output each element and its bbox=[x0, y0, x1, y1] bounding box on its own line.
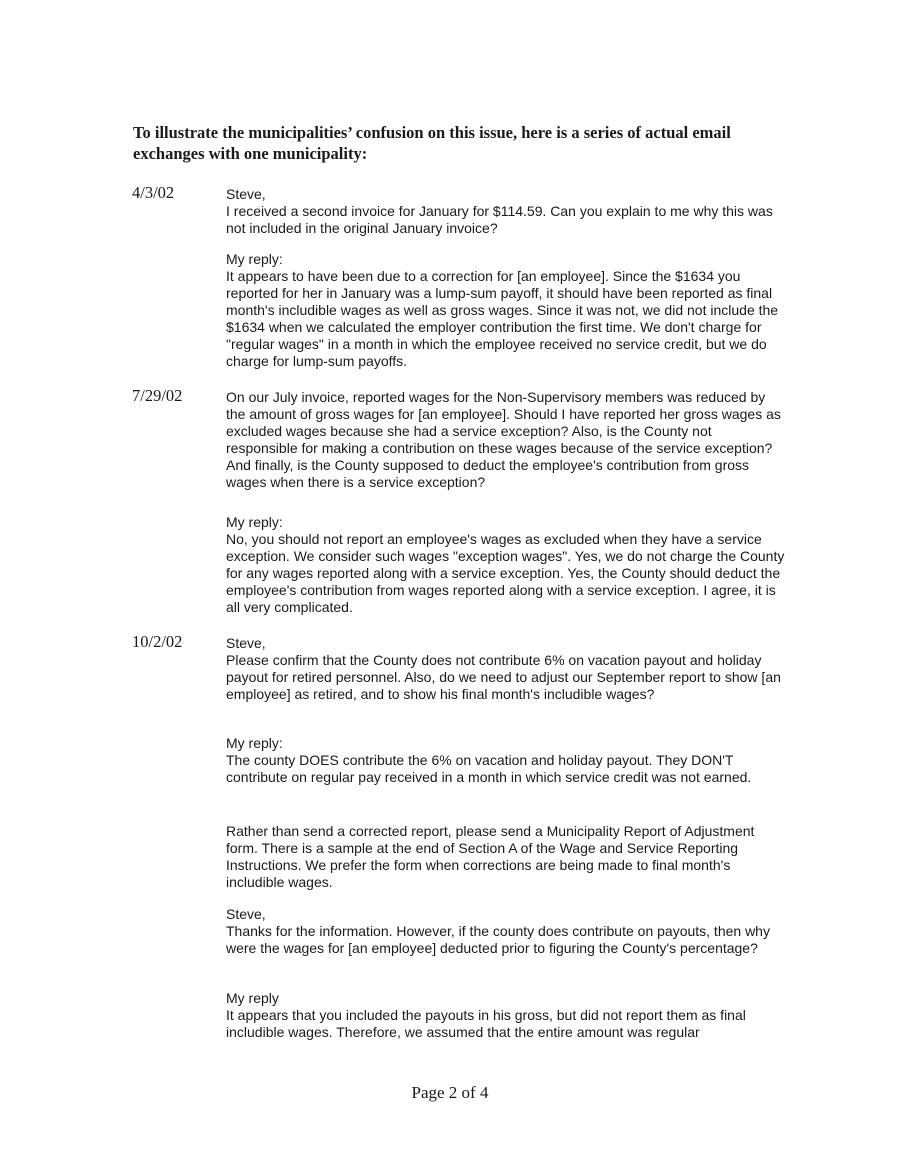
reply-message bbox=[226, 990, 786, 1041]
reply-label: My reply: bbox=[226, 735, 283, 751]
reply-continuation bbox=[226, 823, 786, 891]
reply-body: Rather than send a corrected report, please send a Municipality Report of Adjustment form. There is a sample at the end of Section A of the Wage and Service Reporting Instructions. We prefer the form when corrections are being made to final month's includible wages. bbox=[226, 823, 755, 890]
reply-message bbox=[226, 251, 786, 370]
reply-body: The county DOES contribute the 6% on vacation and holiday payout. They DON'T contribute on regular pay received in a month in which service credit was not earned. bbox=[226, 752, 752, 785]
message-body: Please confirm that the County does not contribute 6% on vacation payout and holiday payout for retired personnel. Also, do we need to adjust our September report to show [an employee] as retired, and to show his final month's includible wages? bbox=[226, 652, 781, 702]
message-body: On our July invoice, reported wages for the Non-Supervisory members was reduced by the amount of gross wages for [an employee]. Should I have reported her gross wages as excluded wages because she had a service exception? Also, is the County not responsible for making a contribution on these wages because of the service exception? And finally, is the County supposed to deduct the employee's contribution from gross wages when there is a service exception? bbox=[226, 389, 781, 490]
entry-date: 10/2/02 bbox=[132, 632, 183, 651]
reply-body: It appears that you included the payouts in his gross, but did not report them as final includible wages. Therefore, we assumed that the entire amount was regular bbox=[226, 1007, 746, 1040]
email-message bbox=[226, 906, 786, 957]
entry-date: 4/3/02 bbox=[132, 183, 175, 202]
entry-date: 7/29/02 bbox=[132, 386, 183, 405]
email-message bbox=[226, 186, 786, 237]
reply-body: It appears to have been due to a correction for [an employee]. Since the $1634 you reported for her in January was a lump-sum payoff, it should have been reported as final month's includible wages as well as gross wages. Since it was not, we did not include the $1634 when we calculated the employer contribution the first time. We don't charge for "regular wages" in a month in which the employee received no service credit, but we do charge for lump-sum payoffs. bbox=[226, 268, 779, 369]
message-salutation: Steve, bbox=[226, 635, 266, 651]
reply-label: My reply: bbox=[226, 514, 283, 530]
message-body: I received a second invoice for January for $114.59. Can you explain to me why this was not included in the original January invoice? bbox=[226, 203, 773, 236]
reply-message bbox=[226, 514, 786, 616]
intro-heading: To illustrate the municipalities’ confusion on this issue, here is a series of actual email exchanges with one municipality: bbox=[133, 123, 731, 163]
page-number: Page 2 of 4 bbox=[411, 1083, 489, 1102]
reply-label: My reply: bbox=[226, 251, 283, 267]
message-salutation: Steve, bbox=[226, 906, 266, 922]
email-message bbox=[226, 635, 786, 703]
message-body: Thanks for the information. However, if the county does contribute on payouts, then why were the wages for [an employee] deducted prior to figuring the County's percentage? bbox=[226, 923, 770, 956]
reply-body: No, you should not report an employee's wages as excluded when they have a service exception. We consider such wages "exception wages". Yes, we do not charge the County for any wages reported along with a service exception. Yes, the County should deduct the employee's contribution from wages reported along with a service exception. I agree, it is all very complicated. bbox=[226, 531, 785, 615]
reply-message bbox=[226, 735, 786, 786]
message-salutation: Steve, bbox=[226, 186, 266, 202]
email-message bbox=[226, 389, 786, 491]
reply-label: My reply bbox=[226, 990, 279, 1006]
